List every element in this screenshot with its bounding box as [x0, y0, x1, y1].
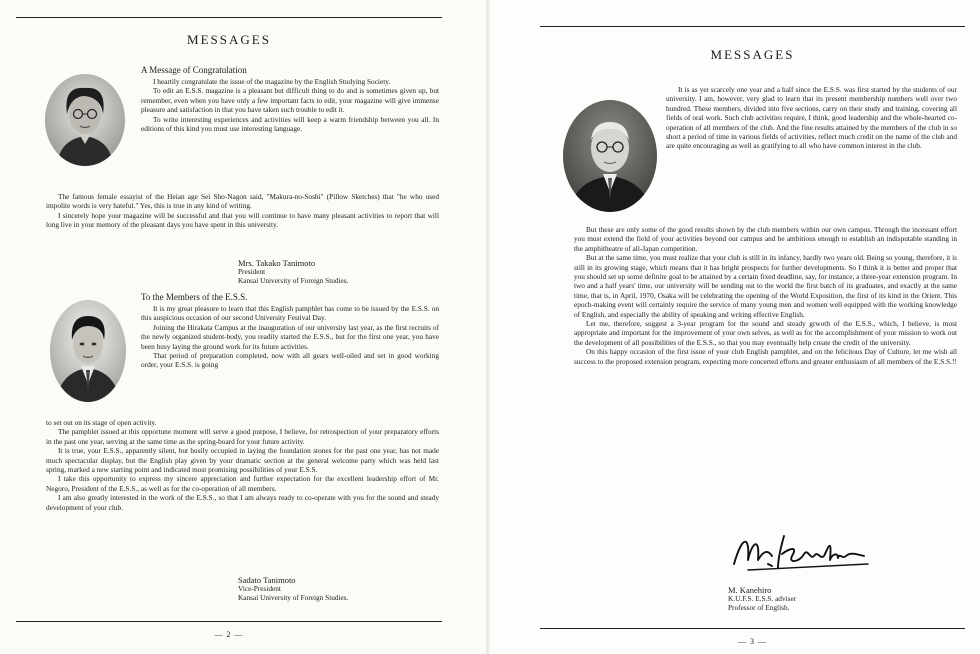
message-members-intro — [141, 304, 439, 370]
signer-name: Mrs. Takako Tanimoto — [238, 258, 316, 268]
paragraph: The famous female essayist of the Heian age Sei Sho-Nagon said, "Makura-no-Soshi" (Pillow Sketches) that "he who used impolite words is very hateful." Yes, this is true in any kind of writing. — [46, 192, 439, 211]
top-rule — [540, 26, 965, 27]
paragraph: It is true, your E.S.S., apparently silent, but busily occupied in laying the foundation stones for the past one year, has not made much spectacular display, but the English play given by your dramatic section at the general welcome party which was held last spring, marked a new starting point and indicated most promising possibilities of your E.S.S. — [46, 446, 439, 475]
paragraph: The pamphlet issued at this opportune moment will serve a good purpose, I believe, for retrospection of your preparatory efforts in the past one year, serving at the same time as the spring-board for your future activity. — [46, 427, 439, 446]
paragraph: But these are only some of the good results shown by the club members within our own campus. Through the incessant effort you must extend the field of your activities beyond our campus and be ambitious enough to establish an indisputable standing in the amphitheatre of all-Japan competition. — [574, 225, 957, 253]
message-members-body — [46, 418, 439, 512]
portrait-photo-tanimoto-sadato — [50, 300, 126, 402]
signer-title: Vice-President — [238, 584, 281, 593]
signer-affiliation: Kansai University of Foreign Studies. — [238, 592, 349, 602]
paragraph: Let me, therefore, suggest a 3-year program for the sound and steady grwoth of the E.S.S., which, I believe, is most appropriate and important for the improvement of your own selves, as well as for the accomplishment of your mission to work out the development of all possibilities of the E.S.S., so that you may eventually help create the credit of the university. — [574, 319, 957, 347]
paragraph: I am also greatly interested in the work of the E.S.S., so that I am always ready to co-operate with you for the sound and steady development of your club. — [46, 493, 439, 512]
signer-title: President — [238, 267, 266, 276]
bottom-rule — [540, 628, 965, 629]
portrait-photo-tanimoto-takako — [45, 74, 125, 166]
signer-title: K.U.F.S. E.S.S. adviser — [728, 594, 797, 603]
right-page — [490, 0, 980, 654]
signer-affiliation: Kansai University of Foreign Studies. — [238, 275, 349, 285]
paragraph: I take this opportunity to express my sincere appreciation and further expectation for the excellent leadership effort of Mr. Negoro, President of the E.S.S., as well as for the co-operation of all members. — [46, 474, 439, 493]
signer-name: M. Kanehiro — [728, 585, 772, 595]
paragraph: to set out on its stage of open activity. — [46, 418, 157, 427]
portrait-photo-kanehiro — [563, 100, 657, 212]
signature-block-kanehiro — [728, 585, 796, 612]
bottom-rule — [16, 621, 442, 622]
paragraph: I sincerely hope your magazine will be successful and that you will continue to have many pleasant activities to report that will long live in your memory of the pleasant days you have spent in this university. — [46, 210, 439, 230]
paragraph: To edit an E.S.S. magazine is a pleasant but difficult thing to do and is sometimes given up, but remember, even when you have only a few important facts to edit, your magazine will give immense pleasure and satisfaction in that you have taken such trouble to edit it. — [141, 86, 439, 115]
message-congratulation-intro — [141, 77, 439, 133]
message-title-congratulation: A Message of Congratulation — [141, 65, 247, 75]
signature-block-tanimoto-takako — [238, 258, 348, 285]
page-heading: MESSAGES — [710, 47, 795, 62]
page-heading: MESSAGES — [187, 32, 271, 47]
message-title-members: To the Members of the E.S.S. — [141, 292, 248, 302]
top-rule — [16, 17, 442, 18]
paragraph: But at the same time, you must realize that your club is still in its infancy, hardly two years old. Being so young, therefore, it is still in its growing stage, which means that it has bright prospects for further developments. So I think it is better and proper that you should set up some definite goal to be attained by a certain fixed deadline, say, for instance, a three-year extension program. In two and a half years' time, our university will be sending out to the world the first batch of its graduates, and exactly at the same time, that is, in April, 1970, Osaka will be celebrating the opening of the World Exposition, the first of its kind in the Orient. This epoch-making event will certainly require the service of many young men and women well equipped with the working knowledge of English, and especially the ability of speaking and writing effective English. — [574, 253, 957, 319]
paragraph: It is as yet scarcely one year and a half since the E.S.S. was first started by the students of our university. I am, however, very glad to learn that its present membership numbers well over two hundred. These members, divided into five sections, carry on their study and training, covering all fields of oral work. Such club activities require, I think, good leadership and the whole-hearted co-operation of all members of the club. And the fine results attained by the members of the club in so short a period of time in various fields of activities, reflect much credit on the name of the club and are quite encouraging as well as gratifying to all who have common interest in the club. — [666, 85, 957, 151]
man-portrait-icon — [50, 300, 126, 402]
paragraph: To write interesting experiences and activities will keep a warm friendship between you all. In editions of this kind you must use interesting language. — [141, 114, 439, 134]
paragraph: It is my great pleasure to learn that this English pamphlet has come to be issued by the E.S.S. on this auspicious occasion of our second University Festival Day. — [141, 304, 439, 323]
woman-portrait-icon — [45, 74, 125, 166]
paragraph: Joining the Hirakata Campus at the inauguration of our university last year, as the first recruits of the newly organized student-body, you readily started the E.S.S., but for the first one year, you have been busy laying the ground work for its future activities. — [141, 322, 439, 351]
kanehiro-message-body — [574, 225, 957, 366]
page-number: — 3 — — [738, 637, 767, 646]
signature-block-tanimoto-sadato — [238, 575, 348, 602]
message-congratulation-body — [46, 192, 439, 230]
paragraph: On this happy occasion of the first issue of your club English pamphlet, and on the felicitous Day of Culture, let me wish all success to the proposed extension program, expecting more concerted efforts and greater enthusiasm of all members of the E.S.S.!! — [574, 347, 957, 366]
signer-position: Professor of English. — [728, 602, 790, 612]
elderly-man-portrait-icon — [563, 100, 657, 212]
kanehiro-message-intro — [666, 85, 957, 151]
signer-name: Sadato Tanimoto — [238, 575, 296, 585]
paragraph: That period of preparation completed, now with all gears well-oiled and set in good working order, your E.S.S. is going — [141, 351, 439, 370]
paragraph: I heartily congratulate the issue of the magazine by the English Studying Society. — [153, 77, 391, 86]
handwritten-signature — [728, 526, 873, 578]
page-number: — 2 — — [214, 630, 244, 639]
